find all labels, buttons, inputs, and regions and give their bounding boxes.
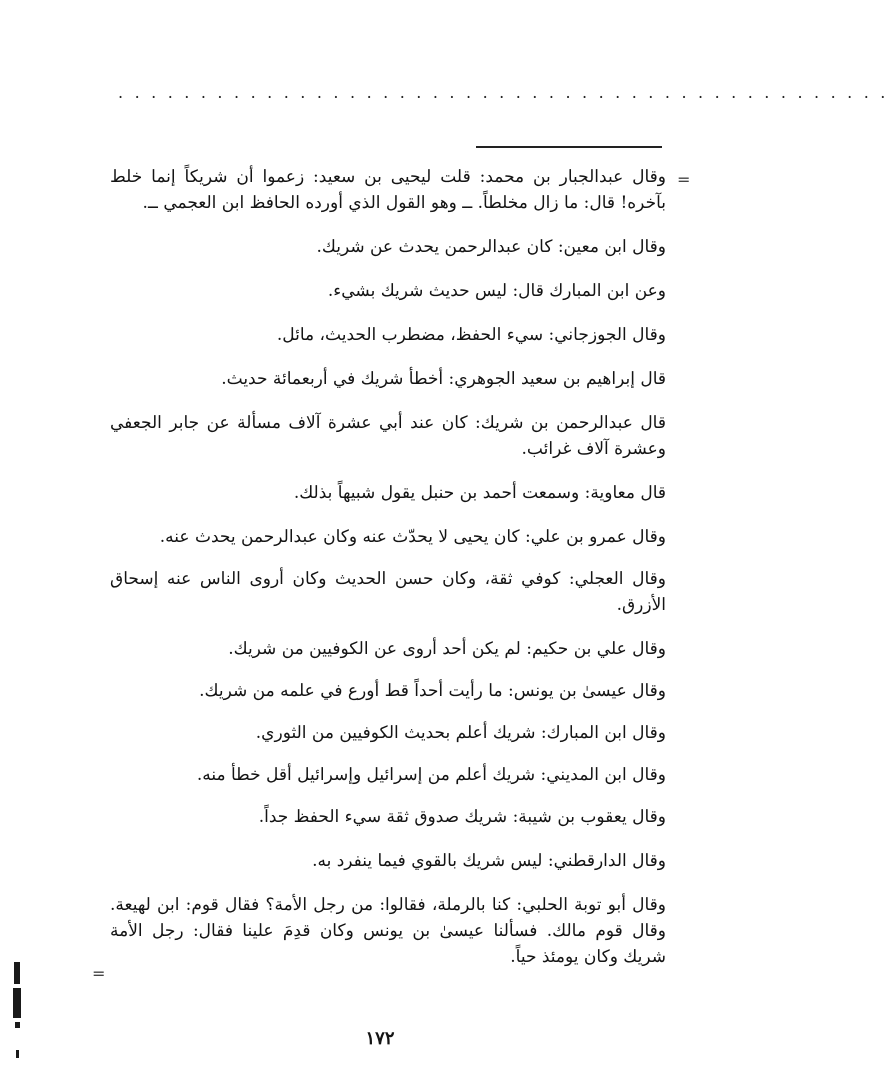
paragraph: قال عبدالرحمن بن شريك: كان عند أبي عشرة آلاف مسألة عن جابر الجعفي وعشرة آلاف غرائب.	[110, 413, 666, 459]
paragraph: وقال عيسىٰ بن يونس: ما رأيت أحداً قط أورع في علمه من شريك.	[199, 681, 666, 701]
margin-mark-bottom: =	[92, 964, 106, 983]
paragraph: قال إبراهيم بن سعيد الجوهري: أخطأ شريك في أربعمائة حديث.	[221, 369, 666, 389]
margin-mark-top: =	[677, 170, 691, 189]
body-text	[110, 164, 666, 988]
paragraph: وقال عمرو بن علي: كان يحيى لا يحدّث عنه وكان عبدالرحمن يحدث عنه.	[159, 527, 666, 547]
paragraph: وقال العجلي: كوفي ثقة، وكان حسن الحديث وكان أروى الناس عنه إسحاق الأزرق.	[110, 569, 666, 615]
paragraph: وقال الدارقطني: ليس شريك بالقوي فيما ينفرد به.	[312, 851, 666, 871]
paragraph: وقال الجوزجاني: سيء الحفظ، مضطرب الحديث، مائل.	[276, 325, 666, 345]
paragraph: وقال يعقوب بن شيبة: شريك صدوق ثقة سيء الحفظ جداً.	[258, 807, 666, 827]
scan-edge-artifact	[12, 962, 24, 1060]
footnote-rule	[476, 146, 662, 148]
paragraph: وقال ابن المبارك: شريك أعلم بحديث الكوفيين من الثوري.	[255, 723, 666, 743]
paragraph: وقال ابن المديني: شريك أعلم من إسرائيل وإسرائيل أقل خطأ منه.	[196, 765, 666, 785]
paragraph: وقال أبو توبة الحلبي: كنا بالرملة، فقالوا: من رجل الأمة؟ فقال قوم: ابن لهيعة. وقال قوم مالك. فسألنا عيسىٰ بن يونس وكان قدِمَ علينا فقال: رجل الأمة شريك وكان يومئذ حياً.	[110, 895, 666, 967]
page-number: ١٧٢	[365, 1028, 395, 1049]
paragraph: وقال ابن معين: كان عبدالرحمن يحدث عن شريك.	[316, 237, 666, 257]
paragraph: وقال علي بن حكيم: لم يكن أحد أروى عن الكوفيين من شريك.	[228, 639, 666, 659]
dotted-header-line: . . . . . . . . . . . . . . . . . . . . . . . . . . . . . . . . . . . . . . . . . . . . . . .	[118, 83, 889, 102]
paragraph: وعن ابن المبارك قال: ليس حديث شريك بشيء.	[327, 281, 666, 301]
paragraph: وقال عبدالجبار بن محمد: قلت ليحيى بن سعيد: زعموا أن شريكاً إنما خلط بآخره! قال: ما زال مخلطاً. ــ وهو القول الذي أورده الحافظ ابن العجمي ــ.	[110, 167, 666, 213]
paragraph: قال معاوية: وسمعت أحمد بن حنبل يقول شبيهاً بذلك.	[293, 483, 666, 503]
